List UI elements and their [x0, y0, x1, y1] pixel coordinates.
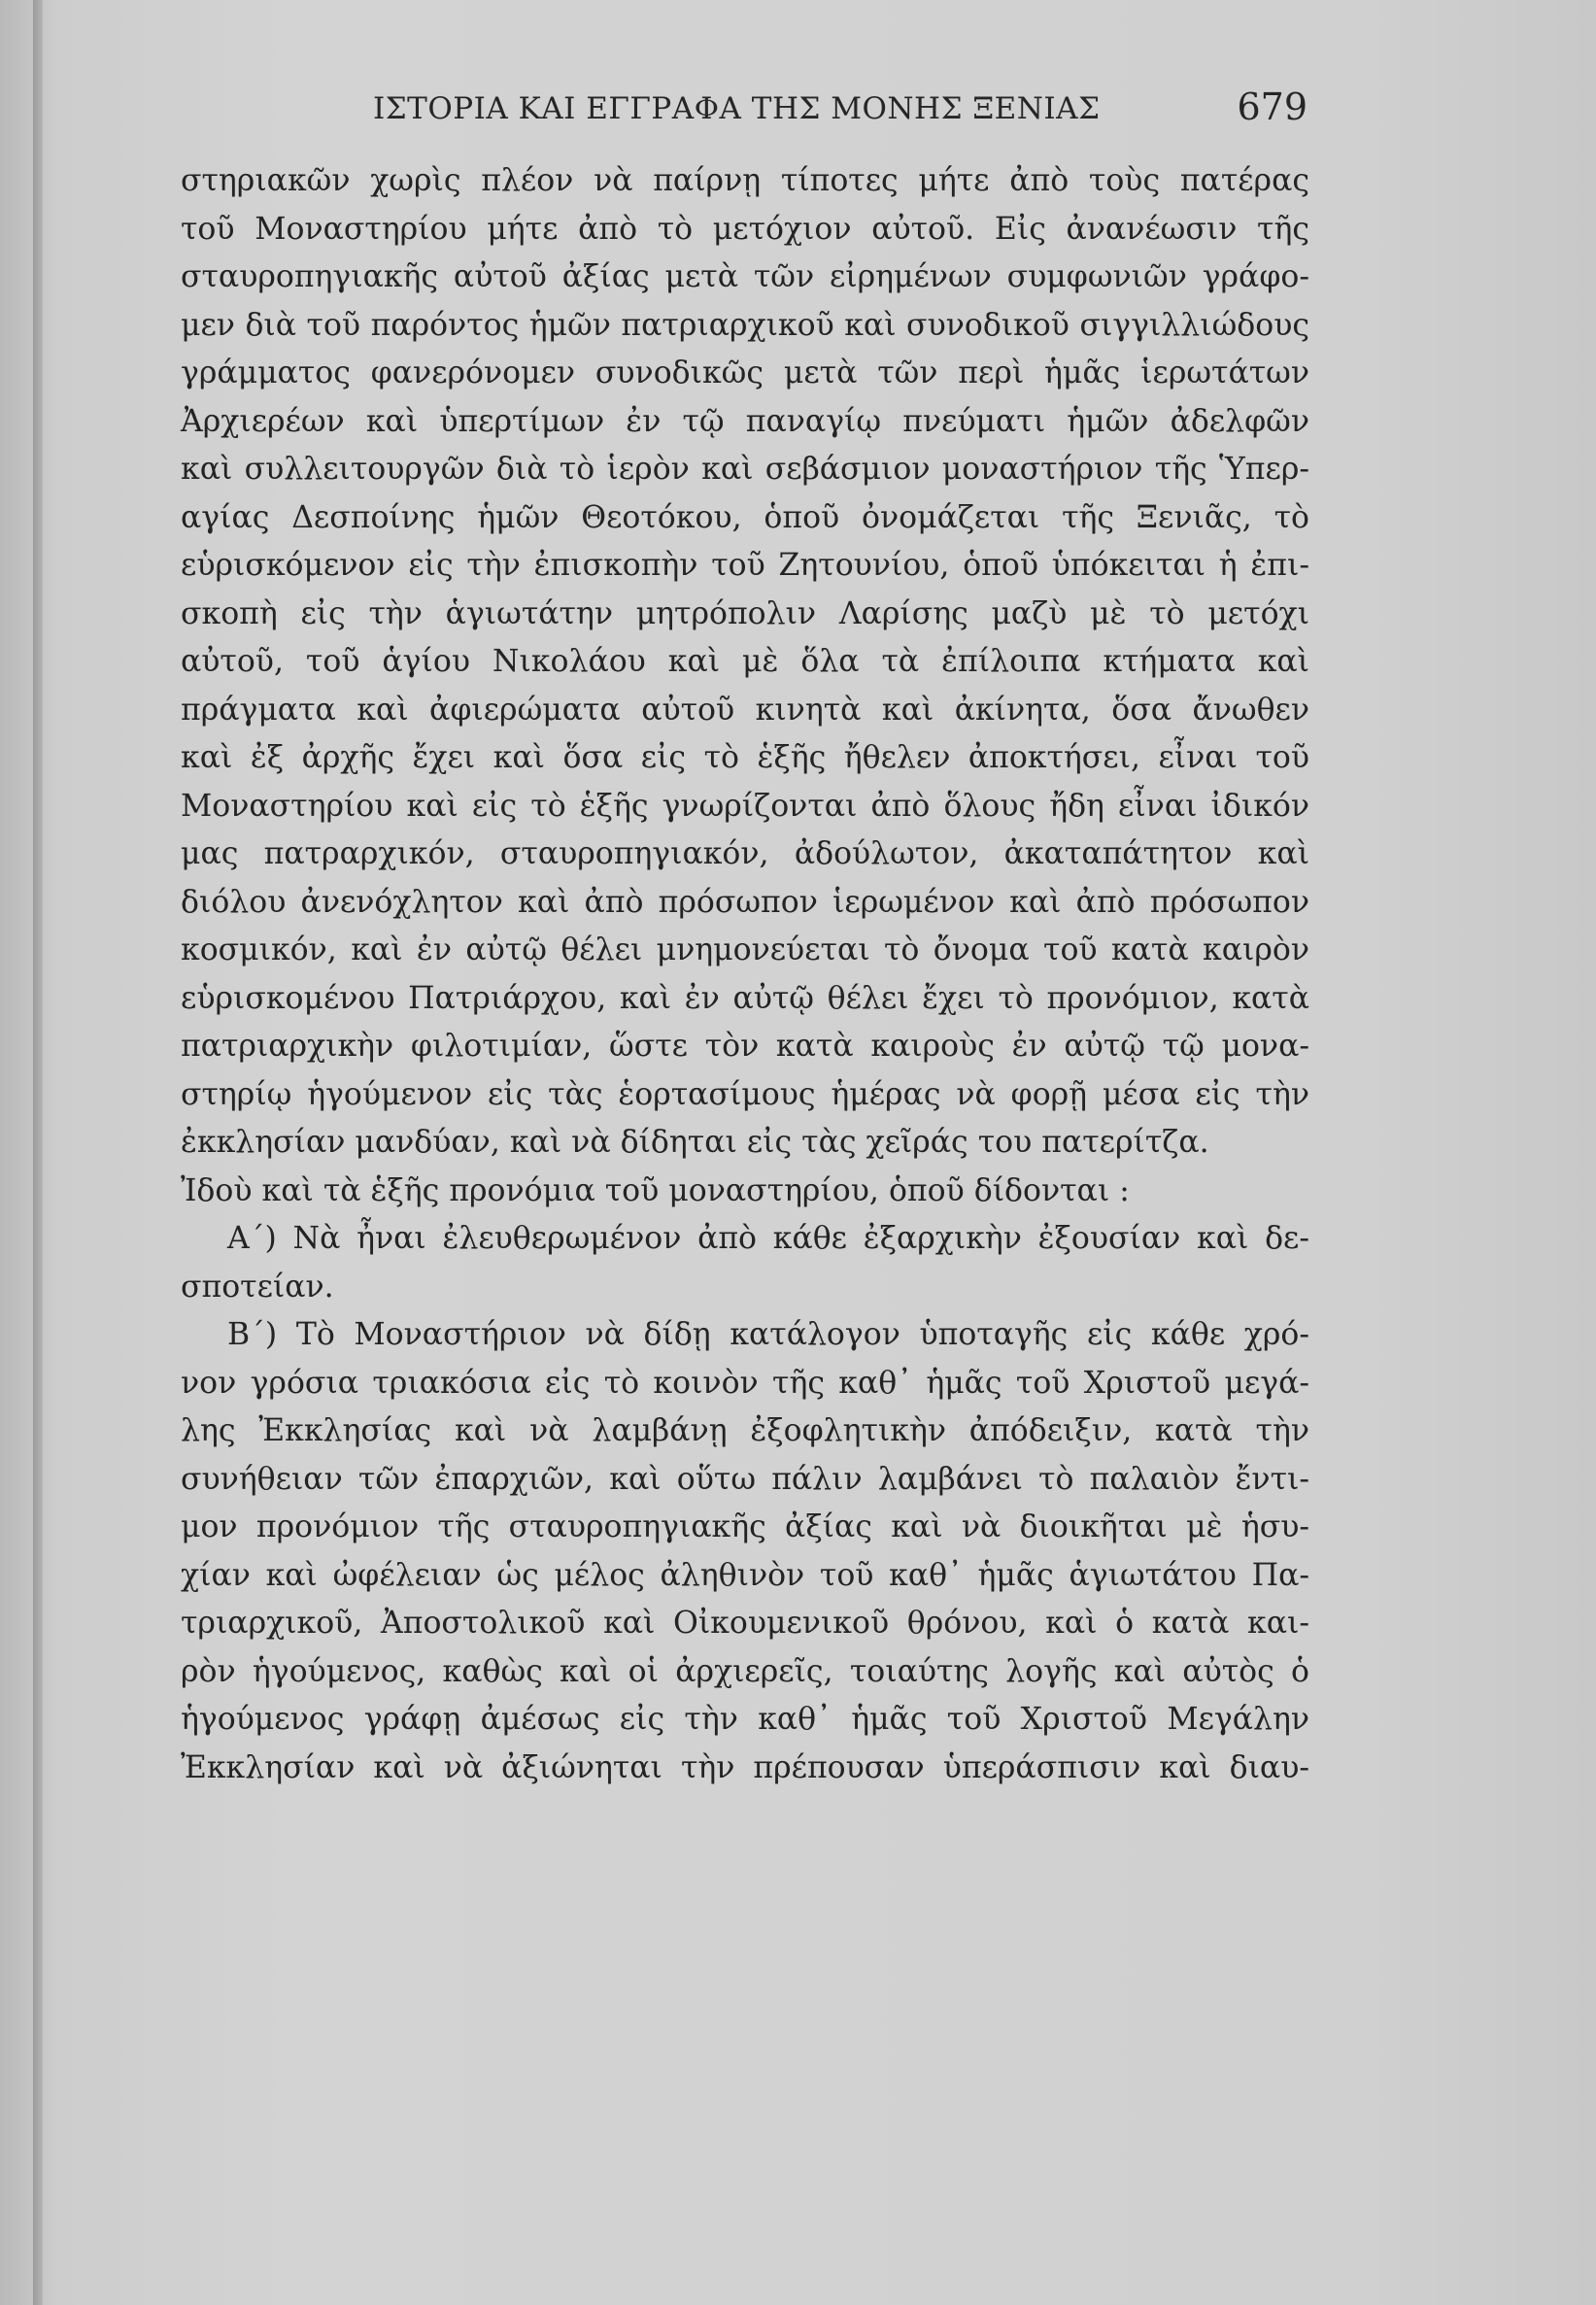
text-line: συνήθειαν τῶν ἐπαρχιῶν, καὶ οὕτω πάλιν λαμβάνει τὸ παλαιὸν ἔντι- — [181, 1461, 1309, 1497]
text-line: Ἀρχιερέων καὶ ὑπερτίμων ἐν τῷ παναγίῳ πνεύματι ἡμῶν ἀδελφῶν — [181, 403, 1309, 439]
text-line: καὶ ἐξ ἀρχῆς ἔχει καὶ ὅσα εἰς τὸ ἑξῆς ἤθελεν ἀποκτήσει, εἶναι τοῦ — [181, 740, 1309, 775]
text-line: διόλου ἀνενόχλητον καὶ ἀπὸ πρόσωπον ἱερωμένον καὶ ἀπὸ πρόσωπον — [181, 884, 1309, 920]
text-line: πράγματα καὶ ἀφιερώματα αὐτοῦ κινητὰ καὶ ἀκίνητα, ὅσα ἄνωθεν — [181, 692, 1309, 728]
text-line: ἐκκλησίαν μανδύαν, καὶ νὰ δίδηται εἰς τὰς χεῖράς του πατερίτζα. — [181, 1125, 1209, 1160]
text-line: πατριαρχικὴν φιλοτιμίαν, ὥστε τὸν κατὰ καιροὺς ἐν αὐτῷ τῷ μονα- — [181, 1029, 1309, 1064]
text-line: ρὸν ἡγούμενος, καθὼς καὶ οἱ ἀρχιερεῖς, τοιαύτης λογῆς καὶ αὐτὸς ὁ — [181, 1653, 1309, 1689]
text-line: γράμματος φανερόνομεν συνοδικῶς μετὰ τῶν περὶ ἡμᾶς ἱερωτάτων — [181, 356, 1309, 390]
text-line: στηριακῶν χωρὶς πλέον νὰ παίρνῃ τίποτες μήτε ἀπὸ τοὺς πατέρας — [181, 163, 1309, 198]
book-spine-shadow — [33, 0, 43, 2305]
text-line: Μοναστηρίου καὶ εἰς τὸ ἑξῆς γνωρίζονται ἀπὸ ὅλους ἤδη εἶναι ἰδικόν — [181, 788, 1309, 824]
running-title: ΙΣΤΟΡΙΑ ΚΑΙ ΕΓΓΡΑΦΑ ΤΗΣ ΜΟΝΗΣ ΞΕΝΙΑΣ — [373, 91, 1101, 126]
text-line: σταυροπηγιακῆς αὐτοῦ ἀξίας μετὰ τῶν εἰρημένων συμφωνιῶν γράφο- — [181, 259, 1309, 294]
page-header — [373, 85, 1307, 134]
text-line: χίαν καὶ ὠφέλειαν ὡς μέλος ἀληθινὸν τοῦ καθ᾽ ἡμᾶς ἁγιωτάτου Πα- — [181, 1557, 1309, 1593]
text-line: μεν διὰ τοῦ παρόντος ἡμῶν πατριαρχικοῦ καὶ συνοδικοῦ σιγγιλλιώδους — [181, 307, 1309, 343]
text-line: νον γρόσια τριακόσια εἰς τὸ κοινὸν τῆς καθ᾽ ἡμᾶς τοῦ Χριστοῦ μεγά- — [181, 1365, 1309, 1401]
text-line: Α΄) Νὰ ἦναι ἐλευθερωμένον ἀπὸ κάθε ἐξαρχικὴν ἐξουσίαν καὶ δε- — [227, 1221, 1309, 1256]
text-line: εὑρισκόμενον εἰς τὴν ἐπισκοπὴν τοῦ Ζητουνίου, ὁποῦ ὑπόκειται ἡ ἐπι- — [181, 548, 1309, 583]
text-line: Β΄) Τὸ Μοναστήριον νὰ δίδῃ κατάλογον ὑποταγῆς εἰς κάθε χρό- — [227, 1317, 1309, 1352]
text-line: μον προνόμιον τῆς σταυροπηγιακῆς ἀξίας καὶ νὰ διοικῆται μὲ ἡσυ- — [181, 1509, 1309, 1544]
text-line: μας πατραρχικόν, σταυροπηγιακόν, ἀδούλωτον, ἀκαταπάτητον καὶ — [181, 836, 1309, 871]
text-line: τοῦ Μοναστηρίου μήτε ἀπὸ τὸ μετόχιον αὐτοῦ. Εἰς ἀνανέωσιν τῆς — [181, 211, 1309, 247]
text-line: ἡγούμενος γράφῃ ἀμέσως εἰς τὴν καθ᾽ ἡμᾶς τοῦ Χριστοῦ Μεγάλην — [181, 1702, 1309, 1737]
text-line: τριαρχικοῦ, Ἀποστολικοῦ καὶ Οἰκουμενικοῦ θρόνου, καὶ ὁ κατὰ και- — [181, 1606, 1309, 1641]
text-line: λης Ἐκκλησίας καὶ νὰ λαμβάνῃ ἐξοφλητικὴν ἀπόδειξιν, κατὰ τὴν — [181, 1413, 1309, 1448]
text-line: αγίας Δεσποίνης ἡμῶν Θεοτόκου, ὁποῦ ὀνομάζεται τῆς Ξενιᾶς, τὸ — [181, 499, 1309, 535]
text-line: Ἐκκλησίαν καὶ νὰ ἀξιώνηται τὴν πρέπουσαν ὑπεράσπισιν καὶ διαυ- — [181, 1749, 1309, 1785]
body-text — [181, 157, 1309, 1792]
text-line: εὑρισκομένου Πατριάρχου, καὶ ἐν αὐτῷ θέλει ἔχει τὸ προνόμιον, κατὰ — [181, 980, 1309, 1016]
text-line: στηρίῳ ἡγούμενον εἰς τὰς ἑορτασίμους ἡμέρας νὰ φορῇ μέσα εἰς τὴν — [181, 1076, 1309, 1112]
text-line: αὐτοῦ, τοῦ ἁγίου Νικολάου καὶ μὲ ὅλα τὰ ἐπίλοιπα κτήματα καὶ — [181, 644, 1309, 679]
text-line: σκοπὴ εἰς τὴν ἁγιωτάτην μητρόπολιν Λαρίσης μαζὺ μὲ τὸ μετόχι — [181, 595, 1309, 631]
text-line: σποτείαν. — [181, 1269, 334, 1305]
text-line: κοσμικόν, καὶ ἐν αὐτῷ θέλει μνημονεύεται τὸ ὄνομα τοῦ κατὰ καιρὸν — [181, 932, 1309, 967]
text-line: καὶ συλλειτουργῶν διὰ τὸ ἱερὸν καὶ σεβάσμιον μοναστήριον τῆς Ὑπερ- — [181, 452, 1309, 487]
page-number: 679 — [1237, 85, 1307, 128]
text-line: Ἰδοὺ καὶ τὰ ἑξῆς προνόμια τοῦ μοναστηρίου, ὁποῦ δίδονται : — [181, 1172, 1130, 1208]
